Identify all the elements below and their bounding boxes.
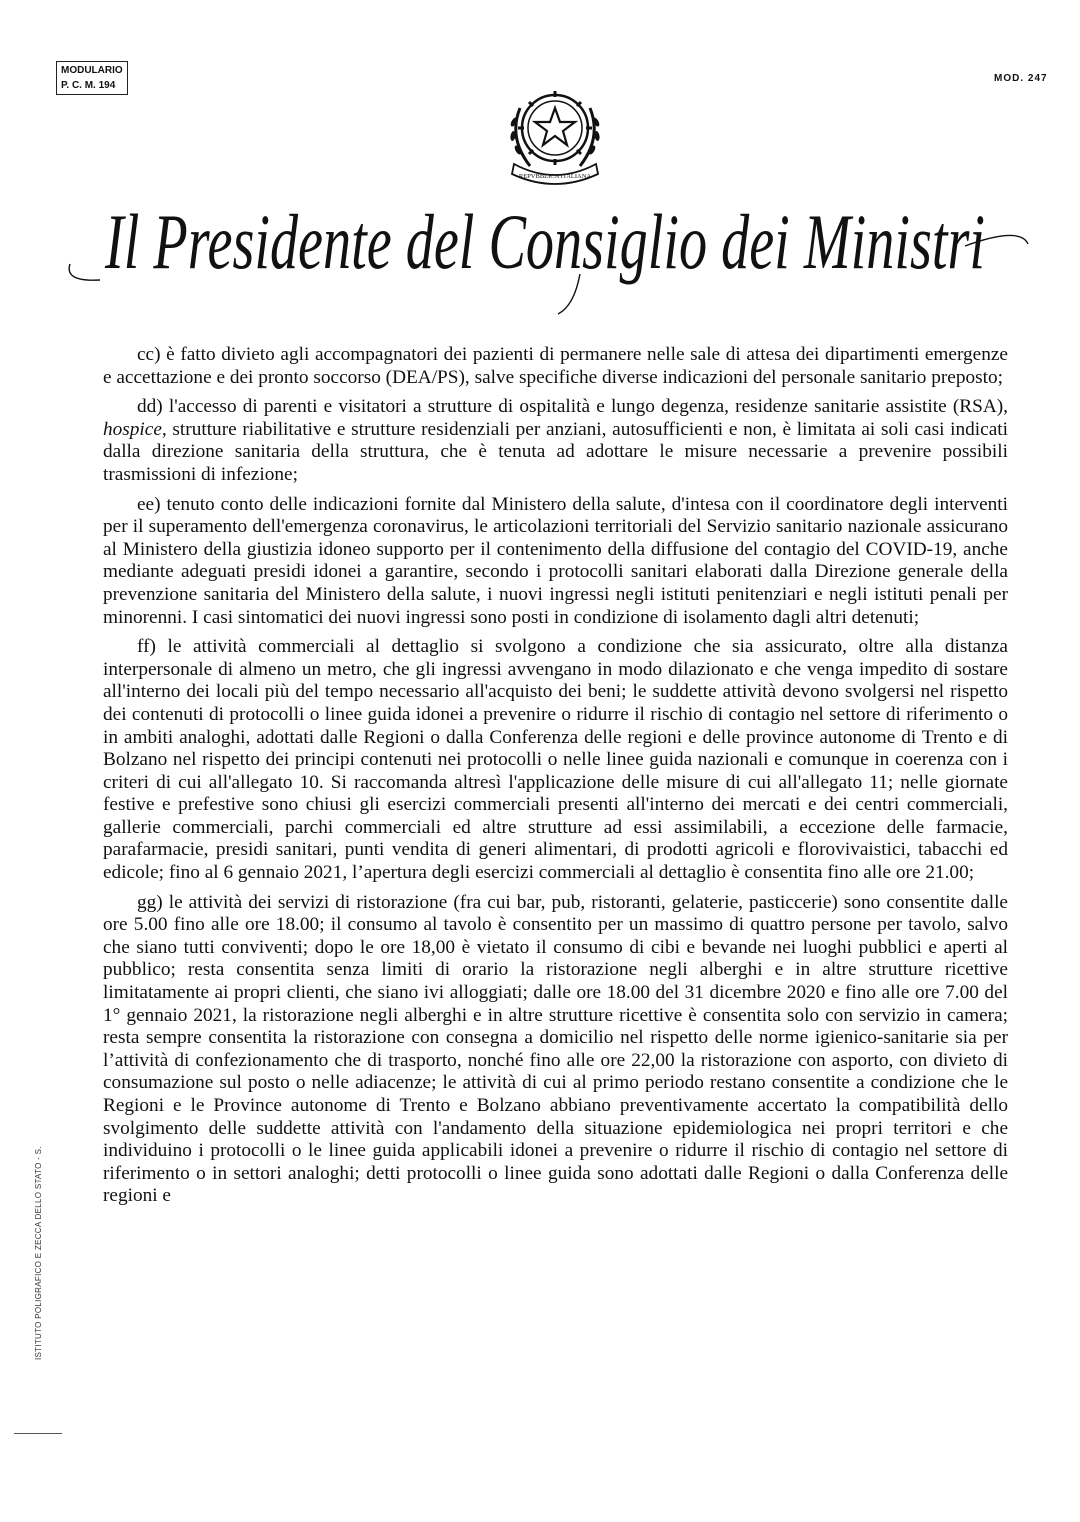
mod-number: MOD. 247 [994, 73, 1048, 84]
italic-term: hospice [103, 418, 162, 440]
paragraph-ee: ee) tenuto conto delle indicazioni fornite dal Ministero della salute, d'intesa con il coordinatore degli interventi per il superamento dell'emergenza coronavirus, le articolazioni territoriali del Servizio sanitario nazionale assicurano al Ministero della giustizia idoneo supporto per il contenimento della diffusione del contagio del COVID-19, anche mediante adeguati presidi idonei a garantire, secondo i protocolli sanitari elaborati dalla Direzione generale della prevenzione sanitaria del Ministero della salute, i nuovi ingressi negli istituti penitenziari e negli istituti penali per minorenni. I casi sintomatici dei nuovi ingressi sono posti in condizione di isolamento dagli altri detenuti; [103, 493, 1008, 628]
modulario-stamp [56, 61, 128, 95]
emblem-motto: REPVBBLICA ITALIANA [518, 173, 592, 180]
printer-imprint [34, 1100, 46, 1360]
page-title: Il Presidente del Consiglio dei Ministri [104, 198, 986, 285]
italian-republic-emblem-icon [500, 78, 610, 186]
paragraph-gg: gg) le attività dei servizi di ristorazione (fra cui bar, pub, ristoranti, gelaterie, pasticcerie) sono consentite dalle ore 5.00 fino alle ore 18.00; il consumo al tavolo è consentito per un massimo di quattro persone per tavolo, salvo che siano tutti conviventi; dopo le ore 18,00 è vietato il consumo di cibi e bevande nei luoghi pubblici e aperti al pubblico; resta consentita senza limiti di orario la ristorazione negli alberghi e in altre strutture ricettive limitatamente ai propri clienti, che siano ivi alloggiati; dalle ore 18.00 del 31 dicembre 2020 e fino alle ore 7.00 del 1° gennaio 2021, la ristorazione negli alberghi e in altre strutture ricettive è consentita solo con servizio in camera; resta sempre consentita la ristorazione con consegna a domicilio nel rispetto delle norme igienico-sanitarie sia per l’attività di confezionamento che di trasporto, nonché fino alle ore 22,00 la ristorazione con asporto, con divieto di consumazione sul posto o nelle adiacenze; le attività di cui al primo periodo restano consentite a condizione che le Regioni e le Province autonome di Trento e Bolzano abbiano preventivamente accertato la compatibilità dello svolgimento delle suddette attività con l'andamento della situazione epidemiologica nei propri territori e che individuino i protocolli o le linee guida applicabili idonei a prevenire o ridurre il rischio di contagio nel settore di riferimento o in settori analoghi; detti protocolli o linee guida sono adottati dalle Regioni o dalla Conferenza delle regioni e [103, 891, 1008, 1207]
page-heading [60, 186, 1030, 316]
paragraph-ff: ff) le attività commerciali al dettaglio si svolgono a condizione che sia assicurato, oltre alla distanza interpersonale di almeno un metro, che gli ingressi avvengano in modo dilazionato e che venga impedito di sostare all'interno dei locali più del tempo necessario all'acquisto dei beni; le suddette attività devono svolgersi nel rispetto dei contenuti di protocolli o linee guida idonei a prevenire o ridurre il rischio di contagio nel settore di riferimento o in ambiti analoghi, adottati dalle Regioni o dalla Conferenza delle regioni e delle province autonome di Trento e di Bolzano nel rispetto dei principi contenuti nei protocolli o nelle linee guida nazionali e comunque in coerenza con i criteri di cui all'allegato 10. Si raccomanda altresì l'applicazione delle misure di cui all'allegato 11; nelle giornate festive e prefestive sono chiusi gli esercizi commerciali presenti all'interno dei mercati e dei centri commerciali, gallerie commerciali, parchi commerciali ed altre strutture ad essi assimilabili, a eccezione delle farmacie, parafarmacie, presidi sanitari, punti vendita di generi alimentari, di prodotti agricoli e florovivaistici, tabacchi ed edicole; fino al 6 gennaio 2021, l’apertura degli esercizi commerciali al dettaglio è consentita fino alle ore 21.00; [103, 636, 1008, 884]
stamp-line-2: P. C. M. 194 [61, 80, 116, 91]
paragraph-dd: dd) l'accesso di parenti e visitatori a strutture di ospitalità e lungo degenza, residenze sanitarie assistite (RSA), hospice, strutture riabilitative e strutture residenziali per anziani, autosufficienti e non, è limitata ai soli casi indicati dalla direzione sanitaria della struttura, che è tenuta ad adottare le misure necessarie a prevenire possibili trasmissioni di infezione; [103, 396, 1008, 485]
printer-imprint-text: ISTITUTO POLIGRAFICO E ZECCA DELLO STATO - S. [34, 1146, 43, 1360]
paragraph-cc: cc) è fatto divieto agli accompagnatori dei pazienti di permanere nelle sale di attesa dei dipartimenti emergenze e accettazione e dei pronto soccorso (DEA/PS), salve specifiche diverse indicazioni del personale sanitario preposto; [103, 344, 1008, 388]
stamp-line-1: MODULARIO [61, 65, 123, 76]
document-body [103, 344, 1008, 1215]
margin-rule [14, 1433, 62, 1434]
